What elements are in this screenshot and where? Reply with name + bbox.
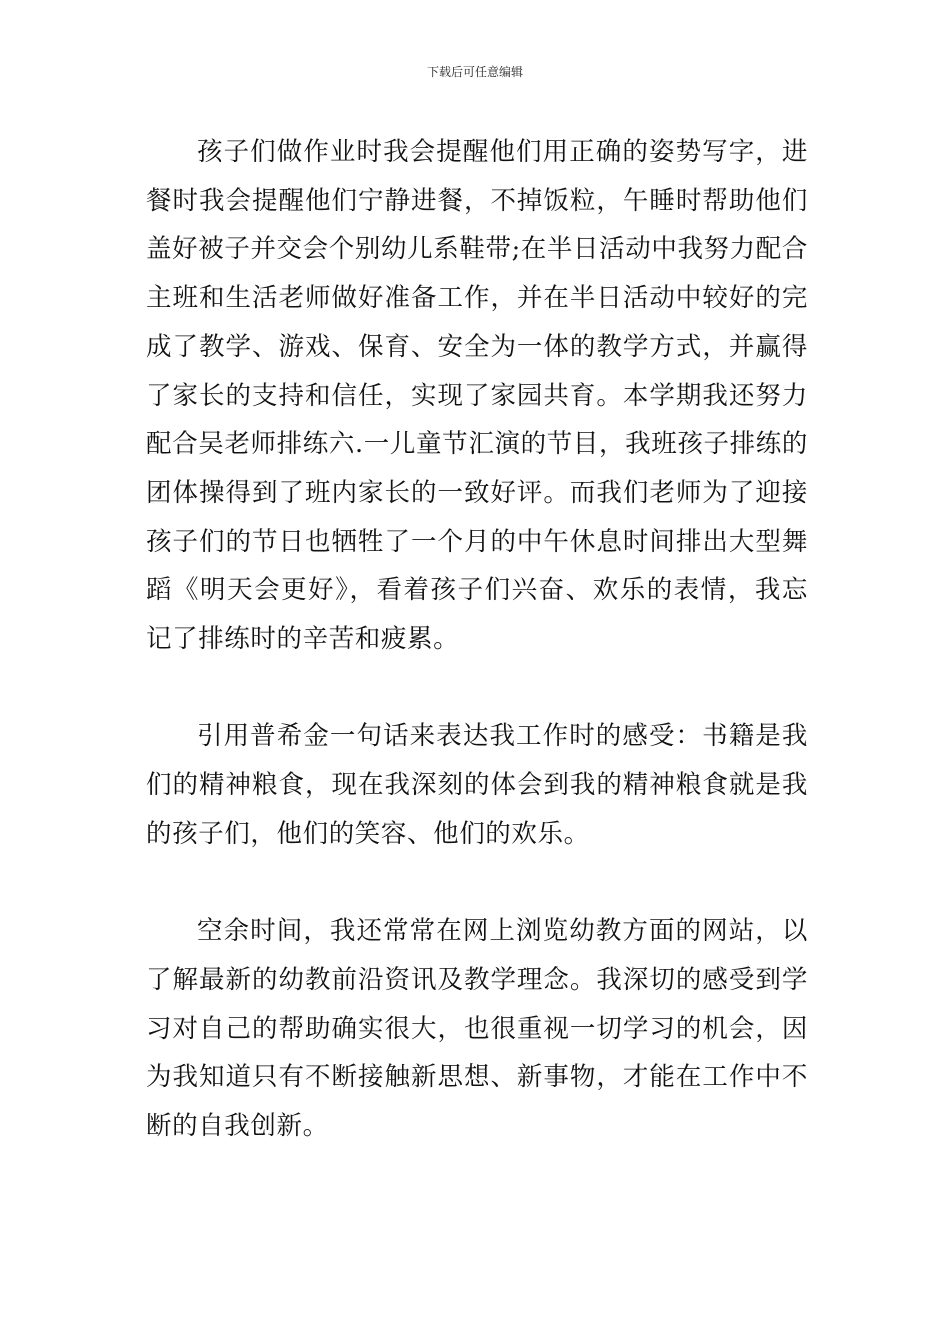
document-body (146, 128, 808, 1151)
paragraph-self-learning: 空余时间，我还常常在网上浏览幼教方面的网站，以了解最新的幼教前沿资讯及教学理念。我深切的感受到学习对自己的帮助确实很大，也很重视一切学习的机会，因为我知道只有不断接触新思想、新事物，才能在工作中不断的自我创新。 (146, 916, 808, 1142)
paragraph-daily-care-and-performance: 孩子们做作业时我会提醒他们用正确的姿势写字，进餐时我会提醒他们宁静进餐，不掉饭粒，午睡时帮助他们盖好被子并交会个别幼儿系鞋带;在半日活动中我努力配合主班和生活老师做好准备工作，并在半日活动中较好的完成了教学、游戏、保育、安全为一体的教学方式，并赢得了家长的支持和信任，实现了家园共育。本学期我还努力配合吴老师排练六.一儿童节汇演的节目，我班孩子排练的团体操得到了班内家长的一致好评。而我们老师为了迎接孩子们的节日也牺牲了一个月的中午休息时间排出大型舞蹈《明天会更好》，看着孩子们兴奋、欢乐的表情，我忘记了排练时的辛苦和疲累。 (146, 137, 808, 655)
page-header: 下载后可任意编辑 (426, 65, 523, 79)
paragraph-pushkin-quote: 引用普希金一句话来表达我工作时的感受：书籍是我们的精神粮食，现在我深刻的体会到我的精神粮食就是我的孩子们，他们的笑容、他们的欢乐。 (146, 721, 808, 849)
